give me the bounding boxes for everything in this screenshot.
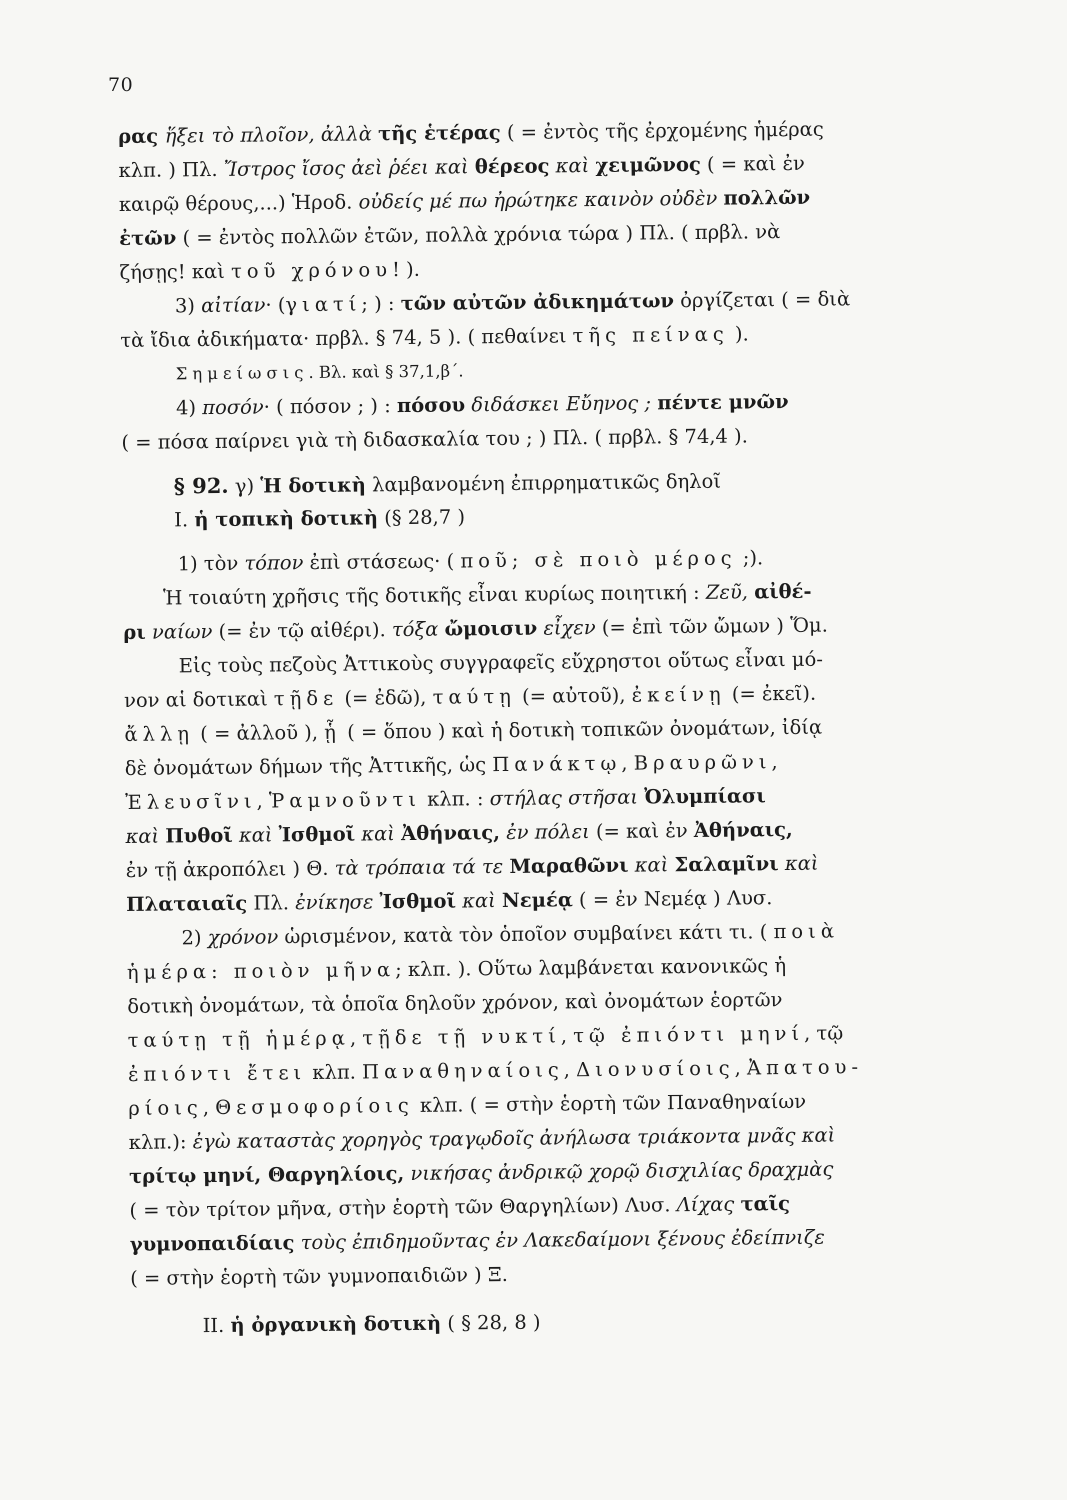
text-segment: καὶ	[125, 824, 166, 848]
text-segment: ρι	[123, 620, 146, 644]
text-segment: ἐτῶν	[119, 226, 177, 250]
text-segment: τὰ ἴδια ἀδικήματα· πρβλ. § 74, 5 ). ( πεθαίνει	[120, 324, 573, 352]
text-segment: ὤμοισιν	[444, 616, 538, 641]
text-segment: Θεσμοφορίοις	[215, 1093, 414, 1120]
text-segment: Βραυρῶνι	[633, 750, 772, 775]
text-segment: ( = στὴν ἑορτὴ τῶν γυμνοπαιδιῶν ) Ξ.	[130, 1262, 508, 1290]
text-segment: ( = ἀλλοῦ ),	[193, 720, 325, 746]
text-segment: τόξα	[391, 617, 445, 642]
text-segment: κλπ. :	[420, 787, 490, 811]
text-segment: , τῷ	[803, 1021, 844, 1045]
text-segment: δοτικὴ ὀνομάτων, τὰ ὁποῖα δηλοῦν χρόνον, καὶ ὀνομάτων ἑορτῶν	[127, 988, 783, 1018]
text-segment: ἄλλῃ	[124, 722, 195, 746]
text-segment: ( = ἐν Νεμέᾳ ) Λυσ.	[572, 886, 773, 912]
text-segment: θέρεος	[474, 154, 550, 179]
text-segment: Ἡ δοτικὴ	[260, 473, 366, 498]
text-segment: ,	[560, 1024, 574, 1048]
text-segment: τοὺς ἐπιδημοῦντας ἐν Λακεδαίμονι ξένους ἐδείπνιζε	[294, 1225, 825, 1255]
text-segment: οὐδείς μέ πω ἠρώτηκε καινὸν οὐδὲν	[358, 186, 724, 214]
text-segment: Σημείωσις	[175, 363, 309, 384]
text-segment: ὀργίζεται ( = διὰ	[673, 287, 851, 313]
text-segment: (= ἐν τῷ αἰθέρι).	[212, 618, 393, 644]
text-segment: ( = ἐντὸς πολλῶν ἐτῶν, πολλὰ χρόνια τώρα ) Πλ. ( πρβλ. νὰ	[176, 220, 781, 250]
text-segment: ἡμέρα: ποιὸν μῆνα	[126, 958, 396, 984]
text-segment: ἐκείνῃ	[631, 682, 726, 707]
text-segment: ,	[621, 751, 634, 775]
text-segment: ,	[563, 1058, 577, 1082]
text-segment: ; ) :	[361, 292, 401, 316]
text-segment: (= αὐτοῦ),	[515, 683, 632, 708]
text-segment: χειμῶνος	[595, 152, 701, 178]
text-segment: κλπ.	[306, 1060, 363, 1085]
text-segment: ἐγὼ καταστὰς χορηγὸς τραγῳδοῖς ἀνήλωσα τριάκοντα μνᾶς καὶ	[192, 1123, 836, 1154]
text-segment: 1) τὸν	[177, 551, 245, 576]
text-segment: αἰθέ-	[754, 579, 812, 604]
text-segment: καιρῷ θέρους,...) Ἡροδ.	[118, 190, 359, 216]
text-segment: ,	[349, 1026, 363, 1050]
text-segment: II.	[202, 1313, 231, 1338]
text-segment: τῷ ἐπιόντι μηνί	[573, 1021, 805, 1048]
text-segment: ,	[256, 789, 270, 813]
text-segment: καὶ	[232, 823, 279, 847]
text-segment: ἐν τῇ ἀκροπόλει ) Θ.	[125, 856, 335, 882]
text-line	[130, 1301, 1030, 1344]
text-segment: ναίων	[145, 620, 213, 644]
text-segment: Πανάκτῳ	[492, 751, 622, 777]
text-segment: Πλαταιαῖς	[126, 891, 248, 916]
text-segment: Ἀθήναις,	[693, 817, 793, 843]
text-segment: τῆς πείνας	[572, 322, 729, 348]
text-segment: Ἀπατου-	[746, 1055, 864, 1080]
text-segment: Εἰς τοὺς πεζοὺς Ἀττικοὺς συγγραφεῖς εὔχρηστοι οὕτως εἶναι μό-	[178, 647, 823, 678]
text-segment: Ἰσθμοῖ	[278, 822, 356, 847]
text-segment: νικήσας ἀνδρικῷ χορῷ δισχιλίας δραχμὰς	[404, 1157, 834, 1186]
text-segment: ( = ἐντὸς τῆς ἐρχομένης ἡμέρας	[500, 117, 824, 144]
text-segment: Ἡ τοιαύτη χρῆσις τῆς δοτικῆς εἶναι κυρίως ποιητική :	[162, 580, 706, 610]
text-segment: I.	[174, 508, 195, 532]
text-segment: γ)	[228, 474, 261, 498]
text-segment: ; κλπ. ). Οὕτω λαμβάνεται κανονικῶς ἡ	[395, 954, 787, 982]
text-segment: ! ).	[391, 257, 421, 282]
text-segment: 3)	[174, 294, 202, 318]
text-segment: Πυθοῖ	[165, 823, 233, 848]
text-segment: Πλ.	[247, 891, 296, 915]
text-segment: χρόνον	[207, 925, 279, 950]
text-segment: τρίτῳ μηνί, Θαργηλίοις,	[128, 1162, 405, 1188]
text-segment: ἐν πόλει	[499, 820, 590, 845]
text-segment: κλπ. ) Πλ.	[118, 157, 224, 182]
text-segment: ποῦ; σὲ ποιὸ μέρος	[460, 546, 737, 573]
text-segment: τῆς ἑτέρας	[377, 120, 501, 146]
text-segment: Ἐλευσῖνι	[125, 789, 257, 814]
text-segment: ρας	[118, 124, 165, 148]
text-segment: ἥξει τὸ πλοῖον, ἀλλὰ	[164, 122, 379, 148]
text-segment: τῶν αὐτῶν ἀδικημάτων	[400, 289, 675, 316]
text-segment: Παναθηναίοις	[361, 1058, 564, 1084]
text-segment: ,	[771, 750, 778, 774]
text-segment: ἐπιόντι ἔτει	[127, 1061, 307, 1086]
text-segment: πολλῶν	[723, 185, 811, 210]
text-segment: · ( πόσον ; ) :	[263, 394, 398, 419]
text-segment: ταύτῃ τῇ ἡμέρᾳ	[127, 1026, 350, 1052]
text-segment: ἐπὶ στάσεως· (	[303, 549, 461, 575]
text-segment: καὶ	[354, 822, 402, 846]
text-segment: ;).	[736, 546, 764, 570]
text-segment: · (	[265, 293, 286, 317]
text-segment: αἰτίαν	[201, 293, 266, 318]
text-segment: § 92.	[173, 472, 229, 499]
text-segment: 4)	[175, 396, 203, 420]
text-segment: ζήσῃς! καὶ	[119, 259, 232, 284]
text-segment: κλπ. ( = στὴν ἑορτὴ τῶν Παναθηναίων	[413, 1089, 807, 1117]
text-segment: ,	[734, 1056, 748, 1080]
text-segment: ποιὰ	[773, 919, 840, 944]
text-segment: ἡ ὀργανικὴ δοτικὴ	[230, 1311, 442, 1337]
text-segment: Διονυσίοις	[575, 1056, 735, 1082]
text-segment: εἶχεν	[537, 616, 596, 640]
text-segment: ἐνίκησε	[295, 890, 380, 915]
text-segment: (= ἐπὶ τῶν ὤμων ) Ὅμ.	[595, 613, 828, 640]
text-segment: καὶ	[778, 851, 819, 876]
text-segment: Λίχας	[676, 1192, 741, 1217]
text-segment: ).	[728, 322, 749, 346]
text-segment: νον αἱ δοτικαὶ	[123, 687, 274, 712]
text-segment: Νεμέᾳ	[501, 888, 573, 913]
text-segment: καὶ	[455, 889, 503, 913]
text-segment: ὡρισμένον, κατὰ τὸν ὁποῖον συμβαίνει κάτι τι. (	[278, 920, 774, 949]
main-text	[118, 111, 1031, 1344]
text-segment: Ὀλυμπίασι	[644, 784, 766, 809]
text-segment: ( § 28, 8 )	[441, 1310, 541, 1335]
text-segment: ( = πόσα παίρνει γιὰ τὴ διδασκαλία του ; ) Πλ. ( πρβλ. § 74,4 ).	[121, 424, 749, 454]
text-segment: . Βλ. καὶ § 37,1,β΄.	[308, 361, 464, 383]
text-segment: πέντε μνῶν	[657, 389, 789, 415]
text-segment: γυμνοπαιδίαις	[129, 1231, 295, 1256]
text-segment: ταύτῃ	[432, 684, 517, 709]
text-segment: τοῦ χρόνου	[230, 258, 393, 283]
text-segment: δὲ ὀνομάτων δήμων τῆς Ἀττικῆς, ὡς	[124, 753, 493, 780]
text-segment: 2)	[181, 926, 208, 950]
text-segment: Ἀθήναις,	[400, 821, 501, 846]
text-segment: ποσόν	[202, 395, 264, 420]
text-segment: καὶ	[549, 154, 596, 178]
text-segment: (= ἐδῶ),	[338, 685, 433, 710]
text-segment: κλπ.):	[128, 1130, 193, 1154]
page-number: 70	[108, 74, 134, 96]
text-segment: καὶ	[628, 853, 675, 877]
text-segment: Σαλαμῖνι	[674, 852, 779, 877]
text-segment: ρίοις	[128, 1096, 203, 1120]
text-segment: ( = ὅπου ) καὶ ἡ δοτικὴ τοπικῶν ὀνομάτων, ἰδίᾳ	[340, 715, 823, 744]
text-segment: Ῥαμνοῦντι	[268, 787, 422, 813]
text-segment: ,	[202, 1096, 216, 1120]
text-segment: (§ 28,7 )	[377, 505, 466, 530]
text-segment: ( = καὶ ἐν	[700, 151, 805, 176]
text-segment: γιατί	[285, 292, 362, 317]
text-segment: στήλας στῆσαι	[489, 785, 645, 811]
text-segment: λαμβανομένη ἐπιρρηματικῶς δηλοῖ	[365, 469, 722, 497]
text-segment: τόπον	[244, 551, 304, 575]
text-segment: ᾗ	[324, 720, 342, 744]
text-segment: (= καὶ ἐν	[589, 819, 694, 844]
text-segment: Μαραθῶνι	[509, 853, 629, 878]
text-segment: διδάσκει Εὔηνος ;	[464, 391, 658, 417]
text-segment: ( = τὸν τρίτον μῆνα, στὴν ἑορτὴ τῶν Θαργηλίων) Λυσ.	[129, 1193, 677, 1222]
text-segment: πόσου	[396, 393, 466, 418]
text-segment: Ἰσθμοῖ	[379, 889, 457, 914]
text-segment: Ἴστρος ἴσος ἀεὶ ῥέει καὶ	[223, 155, 475, 181]
text-segment: Ζεῦ,	[705, 580, 755, 604]
text-segment: τὰ τρόπαια τά τε	[334, 854, 510, 880]
text-segment: ἡ τοπικὴ δοτικὴ	[194, 506, 379, 532]
text-segment: ταῖς	[740, 1192, 791, 1216]
text-segment: τῇδε	[273, 686, 339, 711]
text-segment: τῇδε τῇ νυκτί	[362, 1024, 561, 1050]
text-segment: (= ἐκεῖ).	[725, 681, 817, 706]
